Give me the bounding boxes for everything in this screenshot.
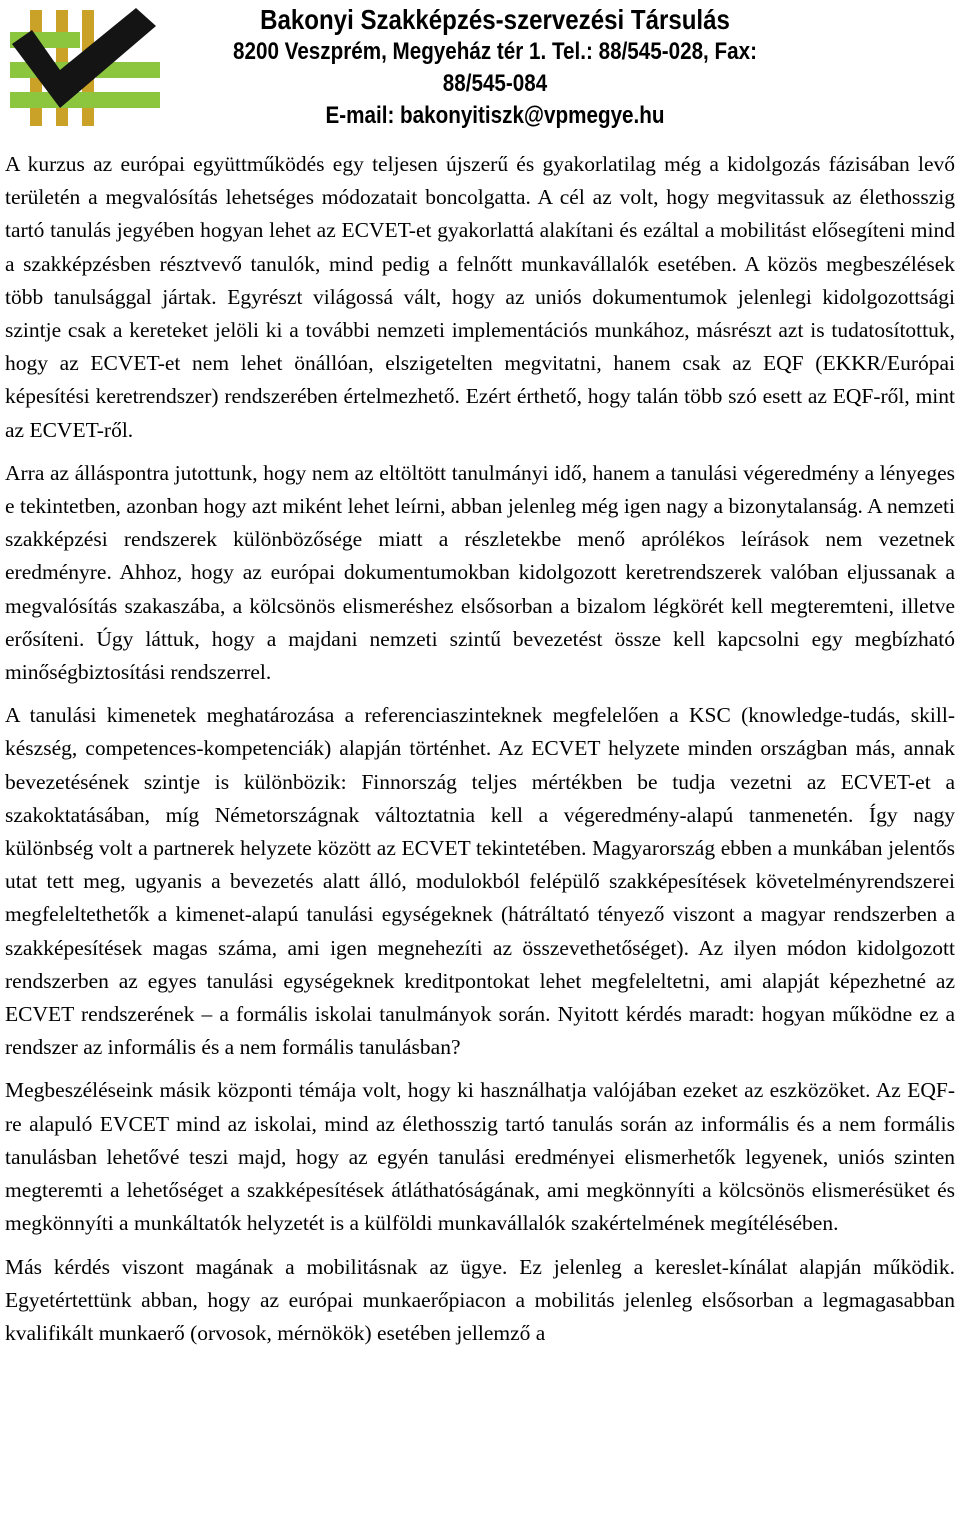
organization-email: E-mail: bakonyitiszk@vpmegye.hu (325, 102, 665, 129)
paragraph: Arra az álláspontra jutottunk, hogy nem az eltöltött tanulmányi idő, hanem a tanulási végeredmény a lényeges e tekintetben, azonban hogy azt miként lehet leírni, abban jelenleg még igen nagy a bizonytalanság. A nemzeti szakképzési rendszerek különbözősége miatt a részletekbe menő aprólékos leírások nem vezetnek eredményre. Ahhoz, hogy az európai dokumentumokban kidolgozott keretrendszerek valóban eljussanak a megvalósítás szakaszába, a kölcsönös elismeréshez elsősorban a bizalom légkörét kell megteremteni, illetve erősíteni. Úgy láttuk, hogy a majdani nemzeti szintű bevezetést össze kell kapcsolni egy megbízható minőségbiztosítási rendszerrel. (5, 460, 955, 685)
paragraph: A kurzus az európai együttműködés egy teljesen újszerű és gyakorlatilag még a kidolgozás fázisában levő területén a megvalósítás lehetséges módozatait boncolgatta. A cél az volt, hogy megvitassuk az élethosszig tartó tanulás jegyében hogyan lehet az ECVET-et gyakorlattá alakítani és ezáltal a mobilitást elősegíteni mind a szakképzésben résztvevő tanulók, mind pedig a felnőtt munkavállalók esetében. A közös megbeszélések több tanulsággal jártak. Egyrészt világossá vált, hogy az uniós dokumentumok jelenlegi kidolgozottsági szintje csak a kereteket jelöli ki a további nemzeti implementációs munkához, másrészt azt is tudatosítottuk, hogy az ECVET-et nem lehet önállóan, elszigetelten megvitatni, hanem csak az EQF (EKKR/Európai képesítési keretrendszer) rendszerében értelmezhető. Ezért érthető, hogy talán több szó esett az EQF-ről, mint az ECVET-ről. (5, 152, 955, 442)
paragraph: A tanulási kimenetek meghatározása a referenciaszinteknek megfelelően a KSC (knowledge-tudás, skill-készség, competences-kompetenciák) alapján történhet. Az ECVET helyzete minden országban más, annak bevezetésének szintje is különbözik: Finnország teljes mértékben be tudja vezetni az ECVET-et a szakoktatásában, míg Németországnak változtatnia kell a végeredmény-alapú tanmenetén. Így nagy különbség volt a partnerek helyzete között az ECVET tekintetében. Magyarország ebben a munkában jelentős utat tett meg, ugyanis a bevezetés alatt álló, modulokból felépülő szakképesítések követelményrendszerei megfeleltethetők a kimenet-alapú tanulási egységeknek (hátráltató tényező viszont a magyar rendszerben a szakképesítések magas száma, ami igen megnehezíti az összevethetőséget). Az ilyen módon kidolgozott rendszerben az egyes tanulási egységeknek kreditpontokat lehet megfeleltetni, ami alapját képezhetné az ECVET rendszerének – a formális iskolai tanulmányok során. Nyitott kérdés maradt: hogyan működne ez a rendszer az informális és a nem formális tanulásban? (5, 703, 955, 1060)
paragraph: Más kérdés viszont magának a mobilitásnak az ügye. Ez jelenleg a kereslet-kínálat alapján működik. Egyetértettünk abban, hogy az európai munkaerőpiacon a mobilitás jelenleg elsősorban a legmagasabban kvalifikált munkaerő (orvosok, mérnökök) esetében jellemző a (5, 1254, 955, 1345)
document-body (5, 148, 955, 1360)
organization-address: 8200 Veszprém, Megyeház tér 1. Tel.: 88/545-028, Fax: 88/545-084 (233, 38, 757, 97)
organization-info (216, 4, 775, 132)
paragraph: Megbeszéléseink másik központi témája volt, hogy ki használhatja valójában ezeket az eszközöket. Az EQF-re alapuló EVCET mind az iskolai, mind az élethosszig tartó tanulás során az informális és a nem formális tanulásban lehetővé teszi majd, hogy az egyén tanulási eredményei elismerhetők legyenek, uniós szinten megteremti a lehetőséget a szakképesítések átláthatóságának, ami megkönnyíti a kölcsönös elismerésüket és megkönnyíti a munkáltatók helyzetét is a külföldi munkavállalók szakértelmének megítélésében. (5, 1078, 955, 1236)
letterhead (0, 0, 960, 130)
organization-name: Bakonyi Szakképzés-szervezési Társulás (260, 4, 730, 35)
checkmark-columns-logo-icon (10, 4, 160, 128)
